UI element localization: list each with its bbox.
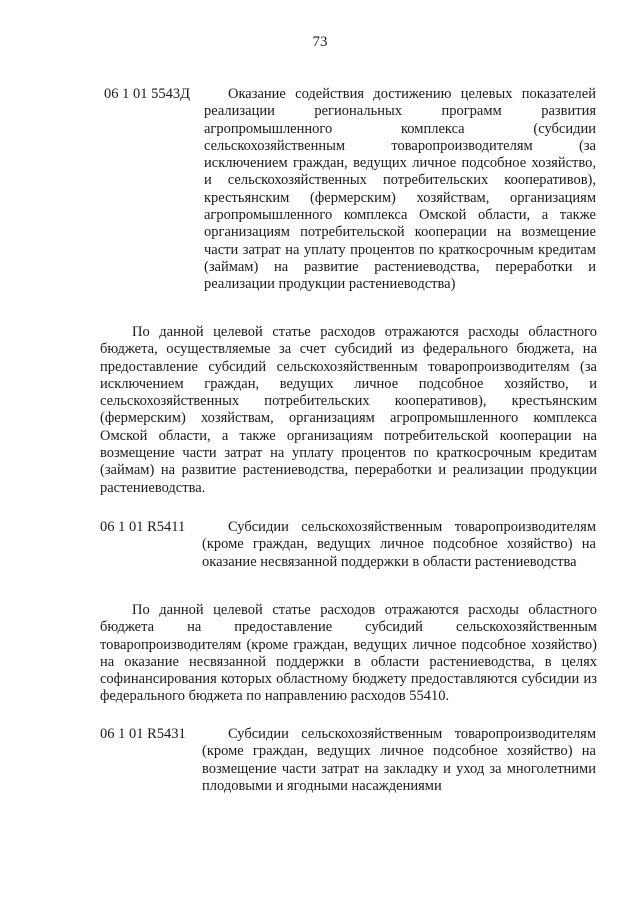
description-paragraph: По данной целевой статье расходов отражаются расходы областного бюджета на предоставление субсидий сельскохозяйственным товаропроизводителям (кроме граждан, ведущих личное подсобное хозяйство) на оказание несвязанной поддержки в области растениеводства, в целях софинансирования которых областному бюджету предоставляются субсидии из федерального бюджета по направлению расходов 55410. [100,602,597,705]
page-number: 73 [312,34,328,50]
budget-code: 06 1 01 R5431 [100,726,186,742]
description-paragraph: По данной целевой статье расходов отражаются расходы областного бюджета, осуществляемые за счет субсидий из федерального бюджета, на предоставление субсидий сельскохозяйственным товаропроизводителям (за исключением граждан, ведущих личное подсобное хозяйство, и сельскохозяйственных потребительских кооперативов), крестьянским (фермерским) хозяйствам, организациям агропромышленного комплекса Омской области, а также организациям потребительской кооперации на возмещение части затрат на уплату процентов по краткосрочным кредитам (займам) на развитие растениеводства, переработки и реализации продукции растениеводства. [100,324,597,496]
budget-code: 06 1 01 R5411 [100,519,186,535]
budget-code: 06 1 01 5543Д [104,86,191,102]
budget-entry-title: Оказание содействия достижению целевых показателей реализации региональных программ развития агропромышленного комплекса (субсидии сельскохозяйственным товаропроизводителям (за исключением граждан, ведущих личное подсобное хозяйство, и сельскохозяйственных потребительских кооперативов), крестьянским (фермерским) хозяйствам, организациям агропромышленного комплекса Омской области, а также организациям потребительской кооперации на возмещение части затрат на уплату процентов по краткосрочным кредитам (займам) на развитие растениеводства, переработки и реализации продукции растениеводства) [204,86,596,293]
budget-entry-title: Субсидии сельскохозяйственным товаропроизводителям (кроме граждан, ведущих личное подсобное хозяйство) на возмещение части затрат на закладку и уход за многолетними плодовыми и ягодными насаждениями [202,726,596,794]
budget-entry-title: Субсидии сельскохозяйственным товаропроизводителям (кроме граждан, ведущих личное подсобное хозяйство) на оказание несвязанной поддержки в области растениеводства [202,519,596,570]
